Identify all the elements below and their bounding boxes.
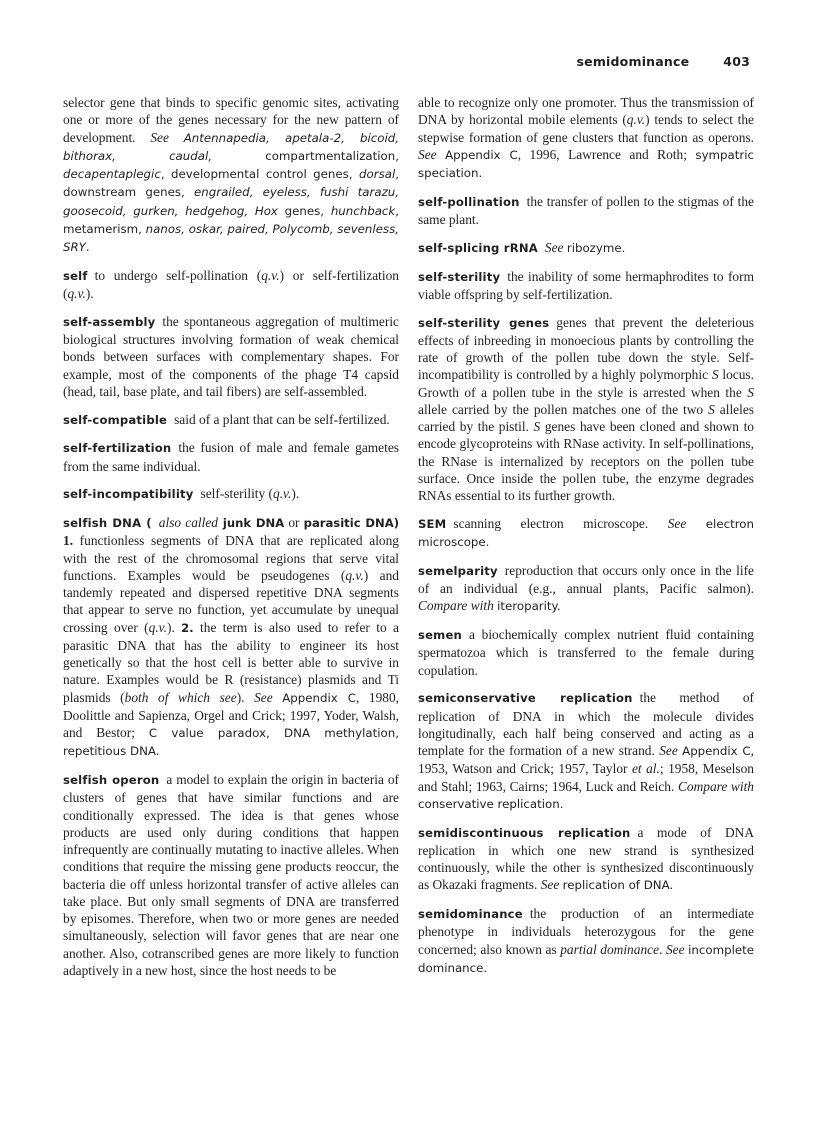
entry-text: allele carried by the pollen matches one of the two [418, 401, 709, 417]
entry-term: self-incompatibility [63, 487, 194, 502]
glossary-entry [63, 771, 399, 979]
entry-text: , 1980, Doolittle and Sapienza, Orgel and Crick; 1997, Yoder, Walsh, and Bestor; [63, 689, 400, 740]
entry-text: q.v. [626, 112, 646, 128]
entry-text: genes have been cloned and shown to encode glycoproteins with RNase activity. In self-pollinations, the RNase is internalized by receptors on the pollen tube surface. Once inside the pollen tube, the enzyme degrades RNAs essential to its further growth. [418, 419, 754, 503]
entry-term: self-sterility genes [418, 315, 550, 330]
entry-text: functionless segments of DNA that are replicated along with the rest of the chromosomal regions that serve vital functions. Examples would be pseudogenes ( [63, 533, 399, 583]
entry-text: q.v. [345, 567, 364, 583]
glossary-entry [63, 439, 399, 475]
cross-reference: Antennapedia, apetala-2, bicoid, bithorax, caudal, [63, 130, 400, 163]
entry-text: able to recognize only one promoter. Thus the transmission of DNA by horizontal mobile elements ( [418, 95, 754, 128]
cross-reference: conservative replication. [418, 796, 564, 811]
entry-text: locus. Growth of a pollen tube in the style is arrested when the [418, 367, 754, 400]
glossary-entry [418, 314, 754, 505]
glossary-entry [418, 268, 754, 304]
glossary-entry [63, 313, 399, 400]
left-column [63, 94, 399, 990]
running-head-title: semidominance [576, 54, 690, 69]
entry-term: self-fertilization [63, 441, 172, 456]
glossary-entry [63, 485, 399, 503]
entry-text: , 1996, Lawrence and Roth; [517, 146, 696, 162]
entry-text: See [659, 743, 683, 758]
page-number: 403 [723, 54, 750, 69]
entry-text: scanning electron microscope. [453, 515, 668, 531]
entry-text: See [150, 129, 184, 145]
cross-reference: engrailed, eyeless, fushi tarazu, goosecoid, gurken, hedgehog, Hox [63, 185, 399, 218]
entry-text: ) or self-fertilization ( [63, 267, 399, 301]
cross-reference: Appendix C [282, 690, 356, 705]
cross-reference: replication of DNA. [562, 878, 674, 893]
entry-text: q.v. [67, 286, 86, 301]
cross-reference: , developmental control genes, [160, 167, 360, 181]
glossary-entry [418, 562, 754, 616]
entry-term: semiconservative replication [418, 691, 633, 706]
glossary-entry [418, 824, 754, 895]
entry-term: selfish DNA ( [63, 516, 152, 530]
glossary-entry [418, 515, 754, 552]
glossary-entry [63, 267, 399, 303]
entry-text: selector gene that binds to specific genomic sites, activating one or more of the genes necessary for the new pattern of development. [63, 95, 399, 145]
entry-text: See [544, 239, 567, 255]
cross-reference: sympatric speciation. [418, 147, 754, 180]
entry-text: to undergo self-pollination ( [94, 267, 262, 283]
entry-text: the inability of some hermaphrodites to form viable offspring by self-fertilization. [418, 268, 754, 302]
entry-term: semen [418, 628, 462, 642]
entry-text: genes that prevent the deleterious effects of inbreeding in monoecious plants by controlling the rate of growth of the pollen tube down the style. Self-incompatibility is controlled by a highly polymorphic [418, 314, 754, 383]
entry-text: the transfer of pollen to the stigmas of the same plant. [418, 193, 754, 227]
entry-text: the term is also used to refer to a parasitic DNA that has the ability to engineer its host genetically so that the host cell is better able to survive in nature. Examples would be R (resistance) plasmids and Ti plasmids ( [63, 619, 399, 705]
entry-text: junk DNA [218, 516, 285, 530]
entry-text: a mode of DNA replication in which one new strand is synthesized continuously, while the other is synthesized discontinuously as Okazaki fragments. [418, 824, 754, 893]
entry-text: ). [291, 486, 300, 502]
cross-reference: Appendix C [682, 744, 751, 758]
glossary-entry [418, 905, 754, 977]
entry-term: self-assembly [63, 314, 156, 329]
entry-text: q.v. [273, 486, 292, 502]
cross-reference: decapentaplegic [63, 167, 161, 181]
entry-text: Compare with [418, 598, 498, 614]
entry-text: alleles carried by the pistil. [418, 401, 754, 434]
cross-reference: dorsal [359, 167, 396, 181]
entry-text: 2. [181, 620, 194, 635]
entry-text: the production of an intermediate phenotype in individuals heterozygous for the gene concerned; also known as [418, 906, 754, 957]
entry-text: ) tends to select the stepwise formation of gene clusters that function as operons. [418, 112, 754, 145]
glossary-entry [418, 626, 754, 679]
entry-text: et al. [631, 761, 660, 777]
entry-text: . [659, 941, 666, 957]
entry-text: , 1953, Watson and Crick; 1957, Taylor [418, 743, 755, 777]
cross-reference: compartmentalization, [265, 148, 399, 163]
cross-reference: C value paradox, DNA methylation, repetitious DNA. [63, 726, 399, 759]
glossary-entry [63, 411, 399, 429]
cross-reference: genes, [277, 203, 331, 218]
glossary-entry-continued [418, 94, 754, 182]
entry-text: ). [85, 286, 94, 301]
glossary-entry [418, 193, 754, 229]
glossary-entry [418, 689, 754, 813]
glossary-entry-continued [63, 94, 399, 256]
cross-reference: . [85, 240, 90, 254]
entry-text: See [667, 515, 706, 531]
entry-term: self-pollination [418, 194, 520, 209]
entry-text: Compare with [677, 778, 754, 794]
running-head [577, 54, 751, 69]
entry-text: the fusion of male and female gametes from the same individual. [63, 440, 399, 474]
entry-text: the method of replication of DNA in which the molecule divides longitudinally, each half being conserved and acting as a template for the formation of a new strand. [418, 690, 754, 758]
entry-text: the spontaneous aggregation of multimeric biological structures involving formation of weak chemical bonds between surfaces with complementary shapes. For example, most of the components of the phage T4 capsid (head, tail, base plate, and tail fibers) are self-assembled. [63, 313, 399, 399]
entry-text: reproduction that occurs only once in the life of an individual (e.g., annual plants, Pacific salmon). [418, 562, 754, 596]
entry-text: partial dominance [560, 941, 660, 957]
cross-reference: ribozyme. [566, 240, 626, 255]
entry-text: 1. [63, 533, 74, 549]
cross-reference: iteroparity. [497, 599, 561, 614]
entry-text: or [284, 515, 304, 530]
cross-reference: incomplete dominance. [418, 942, 754, 975]
cross-reference: nanos, oskar, paired, Polycomb, sevenless, SRY [63, 221, 399, 254]
entry-term: self [63, 268, 88, 283]
cross-reference: , downstream genes, [63, 167, 399, 200]
cross-reference: Appendix C [445, 147, 518, 162]
entry-text: q.v. [148, 619, 167, 635]
entry-text: See [540, 877, 563, 893]
entry-text: a biochemically complex nutrient fluid containing spermatozoa which is transferred to the female during copulation. [418, 627, 754, 678]
cross-reference: electron microscope. [418, 516, 754, 549]
entry-text: See [418, 146, 446, 162]
entry-text: ) and tandemly repeated and dispersed repetitive DNA segments that appear to serve no function, yet accumulate by unequal crossing over ( [63, 567, 399, 635]
entry-text: S [708, 401, 715, 417]
entry-text: also called [158, 515, 218, 530]
cross-reference: hunchback [330, 203, 396, 218]
entry-text: S [533, 419, 541, 434]
entry-text: parasitic DNA) [303, 516, 400, 530]
entry-term: semidiscontinuous replication [418, 825, 631, 840]
entry-text: said of a plant that can be self-fertilized. [174, 411, 390, 427]
entry-text: S [711, 367, 719, 383]
entry-text: self-sterility ( [200, 486, 274, 502]
entry-term: self-sterility [418, 269, 501, 284]
entry-term: self-compatible [63, 412, 168, 427]
entry-text: See [254, 689, 283, 705]
glossary-entry [418, 239, 754, 257]
entry-text: ). [166, 619, 182, 635]
entry-text: both of which see [124, 689, 237, 705]
entry-text: a model to explain the origin in bacteria of clusters of genes that have similar functions and are conditionally expressed. The idea is that genes whose products are used only during conditions that happen infrequently are continually mutating to inactive alleles. When conditions that require the missing gene products reoccur, the bacteria die off unless horizontal transfer of active alleles can take place. But only small segments of DNA are transferred by episomes. Therefore, when two or more genes are needed simultaneously, selection will favor genes that are near one another. Also, cotranscribed genes are more likely to function adaptively in a new host, since the host needs to be [63, 772, 400, 978]
entry-text: ; 1958, Meselson and Stahl; 1963, Cairns; 1964, Luck and Reich. [418, 761, 755, 794]
entry-term: selfish operon [63, 773, 160, 787]
entry-term: semidominance [418, 907, 523, 921]
glossary-entry [63, 514, 399, 761]
entry-text: S [747, 384, 754, 400]
right-column [418, 94, 754, 988]
entry-term: SEM [418, 516, 447, 531]
entry-text: q.v. [261, 267, 280, 283]
entry-term: self-splicing rRNA [418, 240, 538, 255]
entry-text: See [665, 941, 689, 957]
cross-reference: , metamerism, [63, 203, 399, 236]
entry-text: ). [236, 689, 255, 705]
entry-term: semelparity [418, 563, 498, 578]
